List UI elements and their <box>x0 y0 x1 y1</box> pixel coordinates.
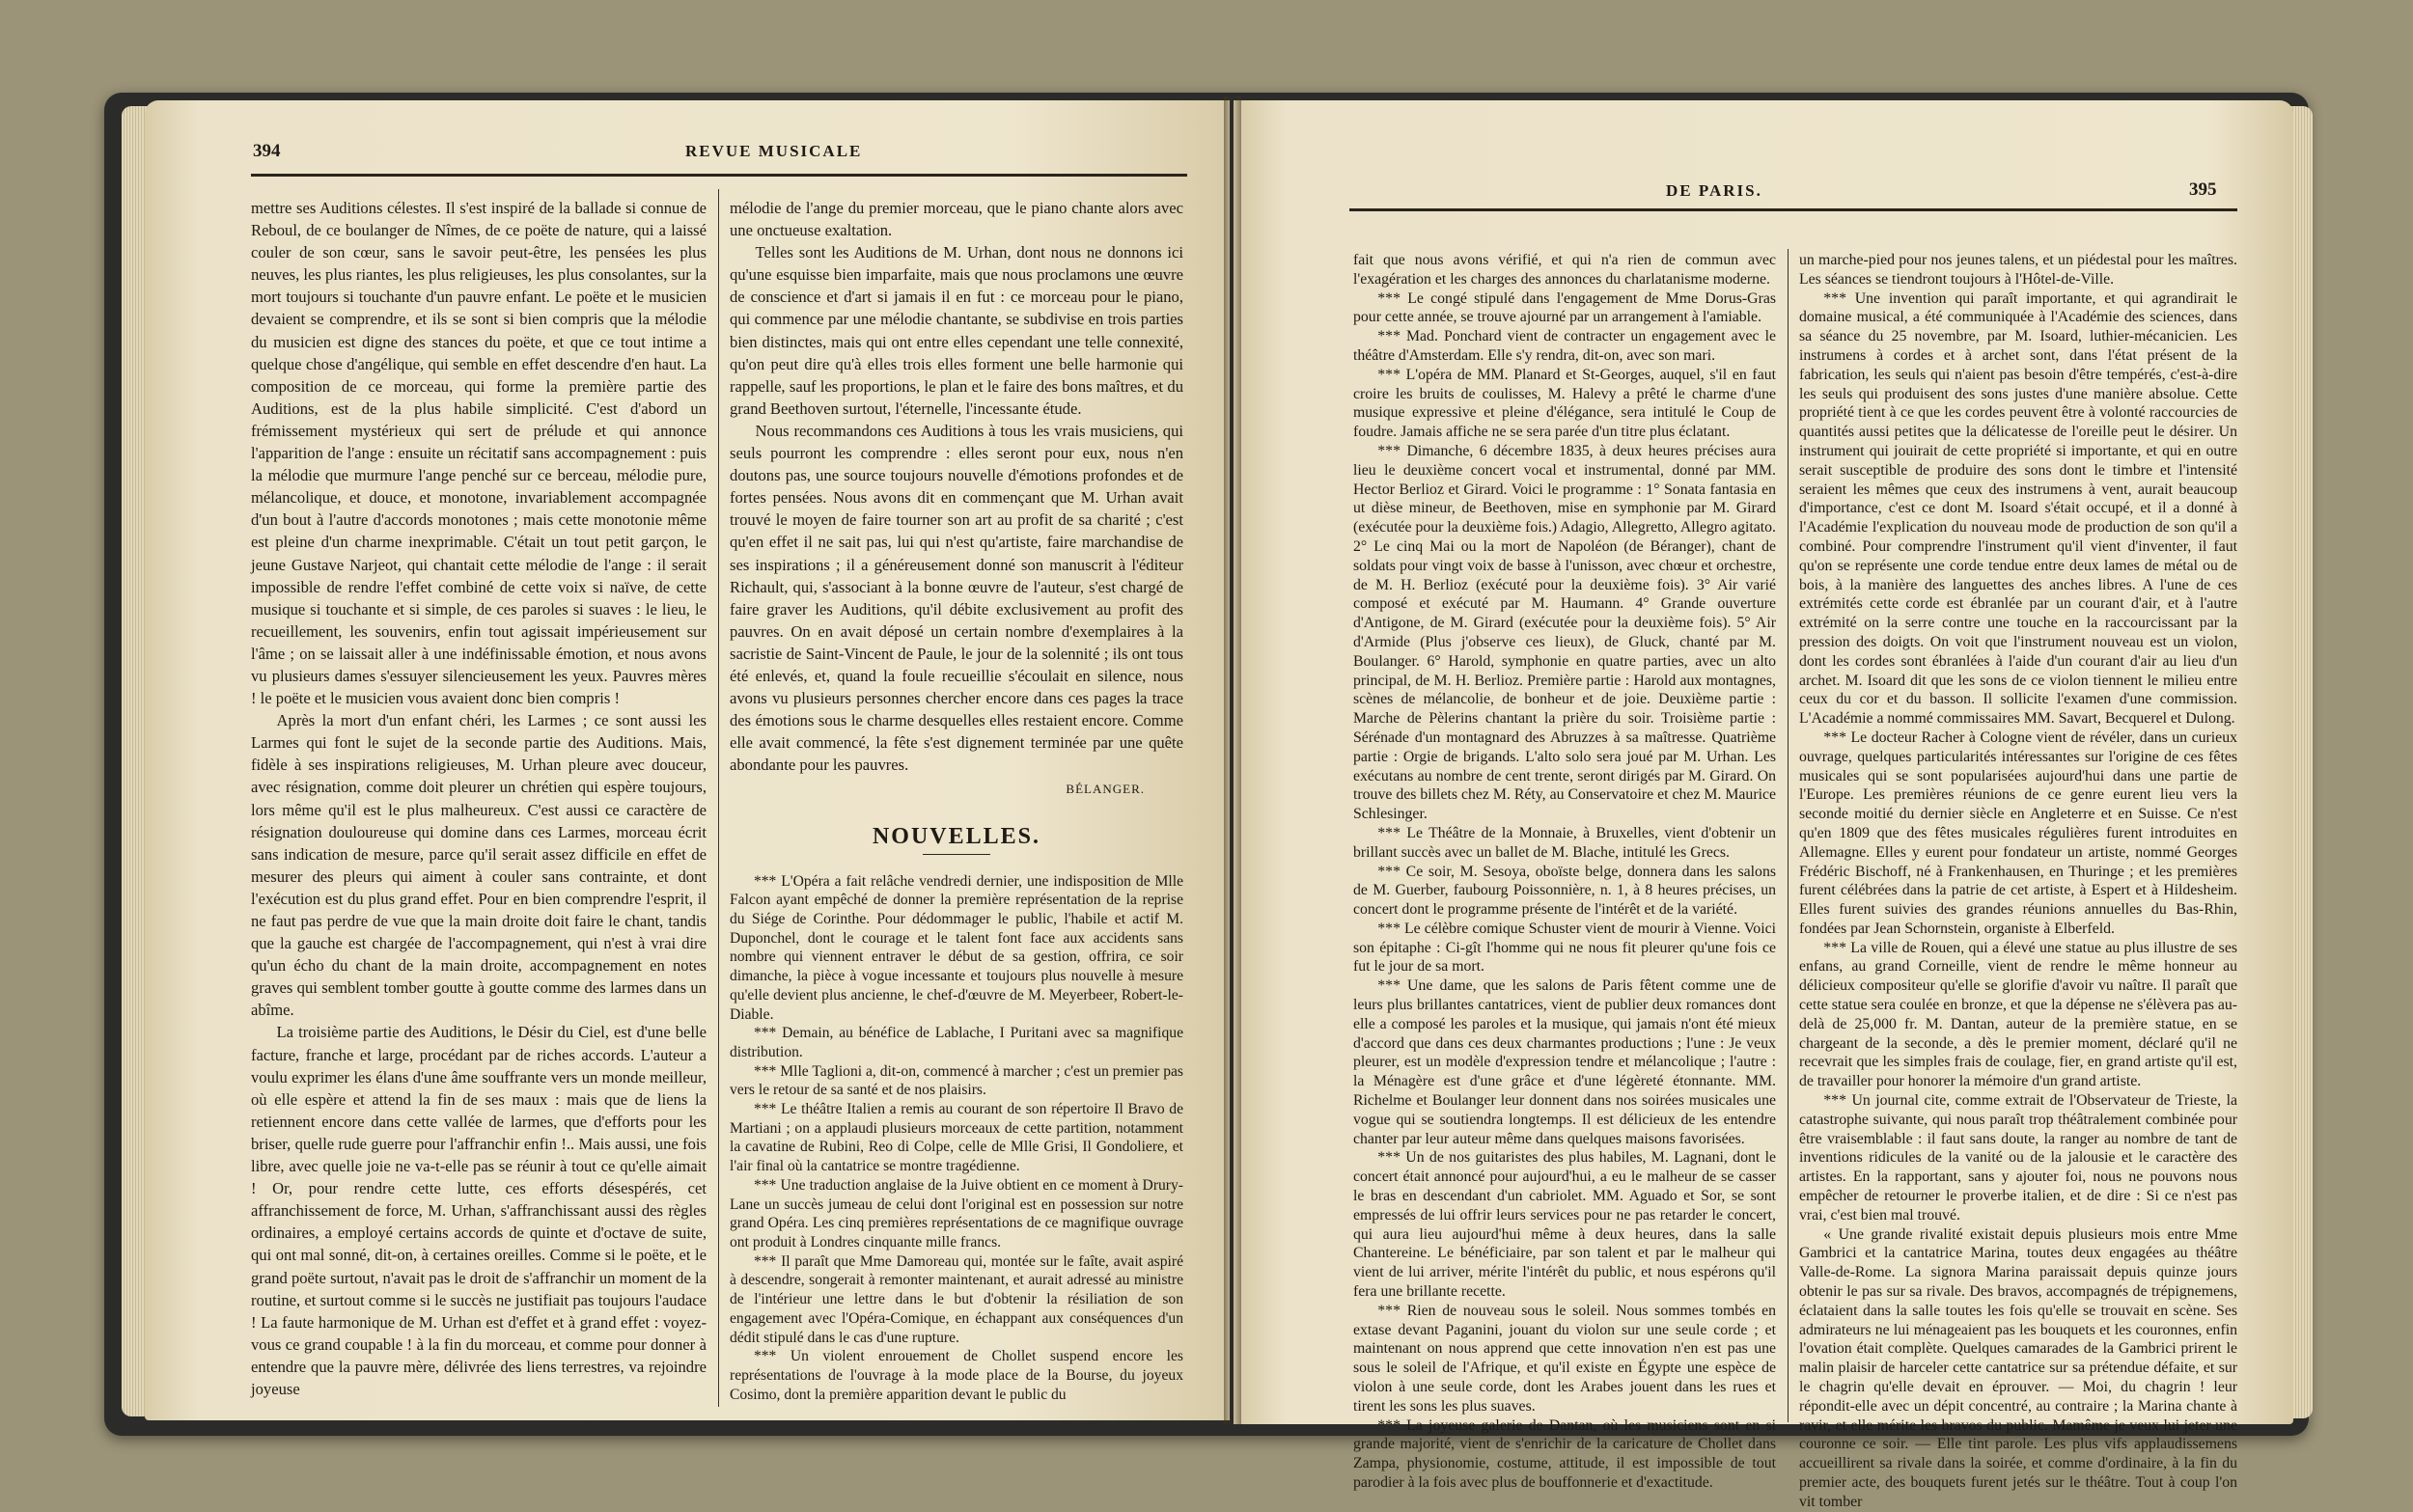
left-column-1 <box>251 197 707 1415</box>
paragraph: Telles sont les Auditions de M. Urhan, dont nous ne donnons ici qu'une esquisse bien imparfaite, mais que nous proclamons une œuvre de conscience et d'art si jamais il en fut : ce morceau pour le piano, qui commence par une mélodie chantante, se subdivise en trois parties bien distinctes, mais qui ont entre elles cependant une telle connexité, qu'on peut dire qu'à elles trois elles forment une belle harmonie qui rappelle, sauf les proportions, le plan et le faire des bons maîtres, et du grand Beethoven surtout, l'éternelle, l'incessante étude. <box>730 243 1183 418</box>
news-item: fait que nous avons vérifié, et qui n'a rien de commun avec l'exagération et les charges des annonces du charlatanisme moderne. <box>1353 252 1776 288</box>
left-header-rule <box>251 174 1187 177</box>
news-item: *** Ce soir, M. Sesoya, oboïste belge, donnera dans les salons de M. Guerber, faubourg Poissonnière, n. 1, à 8 heures précises, un concert dont le programme présente de l'intérêt et de la variété. <box>1353 863 1776 919</box>
news-item: un marche-pied pour nos jeunes talens, et un piédestal pour les maîtres. Les séances se tiendront toujours à l'Hôtel-de-Ville. <box>1799 252 2237 288</box>
section-title <box>730 823 1183 855</box>
left-column-divider <box>718 189 719 1407</box>
news-item: *** L'Opéra a fait relâche vendredi dernier, une indisposition de Mlle Falcon ayant empêché de donner la première représentation de la reprise du Siége de Corinthe. Pour dédommager le public, l'habile et actif M. Duponchel, dont le courage et le talent font face aux accidents sans nombre qui viennent entraver le début de sa gestion, offrira, ce soir dimanche, la pièce à vogue incessante et toujours plus nouvelle à mesure qu'elle devient plus ancienne, le chef-d'œuvre de M. Meyerbeer, Robert-le-Diable. <box>730 872 1183 1023</box>
book-gutter <box>1224 96 1241 1424</box>
news-item: *** Mad. Ponchard vient de contracter un engagement avec le théâtre d'Amsterdam. Elle s'y rendra, dit-on, avec son mari. <box>1353 328 1776 364</box>
right-column-1 <box>1353 251 1776 1491</box>
news-item: *** Le docteur Racher à Cologne vient de révéler, dans un curieux ouvrage, quelques particularités intéressantes sur l'origine de ces fêtes musicales qui se sont popularisées aujourd'hui dans une partie de l'Europe. Les premières réunions de ce genre eurent lieu vers la seconde moitié du dernier siècle en Angleterre et en Suisse. Ce n'est qu'en 1809 que des fêtes musicales régulières furent introduites en Allemagne. Elles y eurent pour fondateur un artiste, nommé Georges Frédéric Bischoff, né à Frankenhausen, en Thuringe ; et les premières furent célébrées dans la patrie de cet artiste, à Espert et à Hildesheim. Elles furent suivies des grandes réunions annuelles du Bas-Rhin, fondées par Jean Schornstein, organiste à Elberfeld. <box>1799 729 2237 937</box>
news-item: *** Une traduction anglaise de la Juive obtient en ce moment à Drury-Lane un succès jumeau de celui dont l'original est en possession sur notre grand Opéra. Les cinq premières représentations de ce magnifique ouvrage ont produit à Londres cinquante mille francs. <box>730 1176 1183 1251</box>
right-running-title: DE PARIS. <box>1666 181 1762 200</box>
news-item: « Une grande rivalité existait depuis plusieurs mois entre Mme Gambrici et la cantatrice Marina, toutes deux engagées au théâtre Valle-de-Rome. La signora Marina paraissait depuis quinze jours obtenir le pas sur sa rivale. Des bravos, accompagnés de trépignemens, éclataient dans la salle toutes les fois qu'elle se trouvait en scène. Ses admirateurs ne lui ménageaient pas les bouquets et les couronnes, enfin l'ovation était complète. Quelques camarades de la Gambrici prirent le malin plaisir de harceler cette cantatrice sur sa prétendue défaite, et sur le chagrin qu'elle devait en éprouver. — Moi, du chagrin ! leur répondit-elle avec un dépit concentré, au contraire ; la Marina chante à ravir, et elle mérite les bravos du public. Mamême je veux lui jeter une couronne ce soir. — Elle tint parole. Les plus vifs applaudissemens accueillirent sa rivale dans la soirée, et comme d'ordinaire, à la fin du premier acte, des bouquets furent jetés sur le théâtre. Tout à coup l'on vit tomber <box>1799 1225 2237 1510</box>
right-column-2 <box>1799 251 2237 1510</box>
paragraph: Nous recommandons ces Auditions à tous les vrais musiciens, qui seuls pourront les comprendre : elles seront pour eux, nous n'en doutons pas, une source toujours nouvelle d'émotions profondes et de fortes pensées. Nous avons dit en commençant que M. Urhan avait trouvé le moyen de faire tourner son art au profit de sa charité ; c'est qu'en effet il ne sait pas, lui qui n'est qu'artiste, faire marchandise de ses inspirations ; il a généreusement donné son manuscrit à l'éditeur Richault, qui, s'associant à la bonne œuvre de l'auteur, s'est chargé de faire graver les Auditions, qu'il débite exclusivement au profit des pauvres. On en avait déposé un certain nombre d'exemplaires à la sacristie de Saint-Vincent de Paule, le jour de la solennité ; ils ont tous été enlevés, et, quand la foule recueillie s'écoulait en silence, nous avons vu plusieurs personnes chercher encore dans ces pages la trace des émotions sous le charme desquelles elles restaient encore. Comme elle avait commencé, la fête s'est dignement terminée par une quête abondante pour les pauvres. <box>730 421 1183 775</box>
news-item: *** Le théâtre Italien a remis au courant de son répertoire Il Bravo de Martiani ; on a applaudi plusieurs morceaux de cette partition, notamment la cavatine de Rubini, Reo di Colpe, celle de Mlle Grisi, Il Gondoliere, et l'air final où la cantatrice se montre tragédienne. <box>730 1101 1183 1175</box>
right-page-number: 395 <box>2189 179 2217 200</box>
news-item: *** Demain, au bénéfice de Lablache, I Puritani avec sa magnifique distribution. <box>730 1025 1183 1060</box>
news-item: *** Un de nos guitaristes des plus habiles, M. Lagnani, dont le concert était annoncé pour aujourd'hui, a eu le malheur de se casser le bras en descendant d'un cabriolet. MM. Aguado et Sor, se sont empressés de lui offrir leurs services pour ne pas retarder le concert, qui aura lieu aujourd'hui même à deux heures, dans la salle Chantereine. Le bénéficiaire, par son talent et par le malheur qui vient de lui arriver, mérite l'intérêt du public, et nous espérons qu'il fera une brillante recette. <box>1353 1149 1776 1301</box>
news-item: *** Une invention qui paraît importante, et qui agrandirait le domaine musical, a été communiquée à l'Académie des sciences, dans sa séance du 25 novembre, par M. Isoard, luthier-mécanicien. Les instrumens à cordes et à archet sont, dans l'état présent de la fabrication, les seuls qui n'aient pas besoin d'être tempérés, c'est-à-dire les seuls qui produisent des sons justes d'une manière absolue. Cette propriété tient à ce que les cordes peuvent être à volonté raccourcies de quantités aussi petites que la délicatesse de l'oreille peut le désirer. Un instrument qui jouirait de cette propriété si importante, et qui en outre serait susceptible de produire des sons dont le timbre et l'intensité seraient les mêmes que ceux des instrumens à vent, aurait beaucoup d'importance, c'est ce dont M. Isoard s'était occupé, et il a donné à l'Académie l'explication du nouveau mode de production de son qu'il a combiné. Pour comprendre l'instrument qu'il vient d'inventer, il faut qu'on se représente une corde tendue entre deux lames de métal ou de bois, à la manière des languettes des anches libres. A l'une de ces extrémités cette corde est ébranlée par un courant d'air, et à l'autre extrémité on la serre contre une touche en la raccourcissant par la pression des doigts. On voit que l'instrument nouveau est un violon, dont les cordes sont ébranlées à l'aide d'un courant d'air au lieu d'un archet. M. Isoard dit que les sons de ce violon tiennent le milieu entre ceux du cor et du basson. Il sollicite l'examen d'une commission. L'Académie a nommé commissaires MM. Savart, Becquerel et Dulong. <box>1799 289 2237 728</box>
news-item: *** Il paraît que Mme Damoreau qui, montée sur le faîte, avait aspiré à descendre, songerait à remonter maintenant, et aurait adressé au ministre de l'intérieur une lettre dans le but d'obtenir la résiliation de son engagement avec l'Opéra-Comique, en échappant aux conséquences d'un dédit stipulé dans le cas d'une rupture. <box>730 1252 1183 1346</box>
right-page <box>1234 100 2293 1510</box>
left-page-number: 394 <box>253 141 281 161</box>
news-item: *** Mlle Taglioni a, dit-on, commencé à marcher ; c'est un premier pas vers le retour de sa santé et de nos plaisirs. <box>730 1062 1183 1099</box>
news-item: *** Une dame, que les salons de Paris fêtent comme une de leurs plus brillantes cantatrices, vient de publier deux romances dont elle a composé les paroles et la musique, qui jamais n'ont été mieux d'accord que dans ces deux charmantes productions ; l'une : Je veux pleurer, est un modèle d'expression tendre et mélancolique ; l'autre : la Ménagère est d'une grâce et d'une légèreté étonnante. MM. Richelme et Boulanger leur donnent dans nos soirées musicales une vogue qui se soutiendra longtemps. Il est délicieux de les entendre chanter par leur auteur même dans quelques maisons favorisées. <box>1353 977 1776 1147</box>
right-header-rule <box>1349 208 2237 211</box>
paragraph: Après la mort d'un enfant chéri, les Larmes ; ce sont aussi les Larmes qui font le sujet de la seconde partie des Auditions. Mais, fidèle à ses inspirations religieuses, M. Urhan pleure avec douceur, avec résignation, comme doit pleurer un chrétien qui espère toujours, lors même qu'il est le plus malheureux. C'est aussi ce caractère de résignation douloureuse qui domine dans ces Larmes, morceau écrit sans indication de mesure, parce qu'il serait assez difficile en effet de mesurer des pleurs qui aiment à couler sans contrainte, et dont l'exécution est du plus grand effet. Pour en bien comprendre l'esprit, il ne faut pas perdre de vue que la main droite doit faire le chant, tandis que la gauche est chargée de l'accompagnement, qui n'est à vrai dire qu'un écho du chant de la main droite, accompagnement en notes graves qui semblent tomber goutte à goutte comme des larmes dans un abîme. <box>251 711 707 1020</box>
section-underline <box>923 854 990 855</box>
news-item: *** Dimanche, 6 décembre 1835, à deux heures précises aura lieu le deuxième concert vocal et instrumental, donné par MM. Hector Berlioz et Girard. Voici le programme : 1° Sonata fantasia en ut dièse mineur, de Beethoven, mise en symphonie par M. Girard (exécutée pour la deuxième fois.) Adagio, Allegretto, Allegro agitato. 2° Le cinq Mai ou la mort de Napoléon (de Béranger), chant de soldats pour vingt voix de basse à l'unisson, avec chœur et orchestre, de M. H. Berlioz (exécuté pour la deuxième fois). 3° Air varié composé et exécuté par M. Haumann. 4° Grande ouverture d'Antigone, de M. Girard (exécutée pour la deuxième fois). 5° Air d'Armide (Plus j'observe ces lieux), de Gluck, chanté par M. Boulanger. 6° Harold, symphonie en quatre parties, avec un alto principal, de M. H. Berlioz. Première partie : Harold aux montagnes, scènes de mélancolie, de bonheur et de joie. Deuxième partie : Marche de Pèlerins chantant la prière du soir. Troisième partie : Sérénade d'un montagnard des Abruzzes à sa maîtresse. Quatrième partie : Orgie de brigands. L'alto solo sera joué par M. Urhan. Les exécutans au nombre de cent trente, seront dirigés par M. Girard. On trouve des billets chez M. Réty, au Conservatoire et chez M. Maurice Schlesinger. <box>1353 442 1776 823</box>
paragraph: mélodie de l'ange du premier morceau, que le piano chante alors avec une onctueuse exaltation. <box>730 199 1183 240</box>
news-item: *** Rien de nouveau sous le soleil. Nous sommes tombés en extase devant Paganini, jouant du violon sur une seule corde ; et maintenant on nous apprend que cette innovation n'en est pas une sous le soleil de l'Afrique, et qu'il existe en Égypte une espèce de violon à une seule corde, dont les Arabes jouent dans les rues et tirent les sons les plus suaves. <box>1353 1302 1776 1415</box>
news-item: *** La ville de Rouen, qui a élevé une statue au plus illustre de ses enfans, au grand Corneille, vient de rendre le même honneur au délicieux compositeur qu'elle se glorifie d'avoir vu naître. Il paraît que cette statue sera coulée en bronze, et que la dépense ne s'élèvera pas au-delà de 25,000 fr. M. Dantan, auteur de la première statue, en se chargeant de la seconde, a dès le premier moment, déclaré qu'il ne recevrait que les simples frais de coulage, fier, en grand artiste qu'il est, de travailler pour honorer la mémoire d'un grand artiste. <box>1799 939 2237 1090</box>
news-item: *** L'opéra de MM. Planard et St-Georges, auquel, s'il en faut croire les bruits de coulisses, M. Halevy a prêté le charme d'une musique expressive et pleine d'élégance, sera intitulé le Coup de foudre. Jamais affiche ne se sera parée d'un titre plus éclatant. <box>1353 366 1776 441</box>
paragraph: mettre ses Auditions célestes. Il s'est inspiré de la ballade si connue de Reboul, de ce boulanger de Nîmes, de ce poëte de nature, qui a laissé couler de son cœur, sans le savoir peut-être, les pensées les plus neuves, les plus riantes, les plus religieuses, les plus consolantes, sur la mort toujours si touchante d'un pauvre enfant. Le poëte et le musicien devaient se comprendre, et ils se sont si bien compris que la mélodie du musicien est digne des stances du poëte, et que ce tout intime a quelque chose d'angélique, qui semble en effet descendre d'en haut. La composition de ce morceau, qui forme la première partie des Auditions, est de la plus habile simplicité. C'est d'abord un frémissement mystérieux qui sert de prélude et qui annonce l'apparition de l'ange : ensuite un récitatif sans accompagnement : puis la mélodie que murmure l'ange penché sur ce berceau, mélodie pure, mélancolique, et douce, et monotone, invariablement accompagnée d'un bout à l'autre d'accords monotones ; mais cette monotonie même est pleine d'un charme inexprimable. C'était un tout petit garçon, le jeune Gustave Narjeot, qui chantait cette mélodie de l'ange : il serait impossible de rendre l'effet combiné de cette voix si naïve, de cette musique si touchante et si simple, de ces paroles si suaves : le lieu, le recueillement, les souvenirs, enfin tout agissait impérieusement sur l'âme ; on se laissait aller à une indéfinissable émotion, et nous avons vu plusieurs dames s'essuyer silencieusement les yeux. Pauvres mères ! le poëte et le musicien vous avaient donc bien compris ! <box>251 199 707 708</box>
news-item: *** La joyeuse galerie de Dantan, où les musiciens sont en si grande majorité, vient de s'enrichir de la caricature de Chollet dans Zampa, physionomie, costume, attitude, il est impossible de tout parodier à la fois avec plus de bouffonnerie et d'exactitude. <box>1353 1416 1776 1491</box>
news-item: *** Un journal cite, comme extrait de l'Observateur de Trieste, la catastrophe suivante, qui nous paraît trop théâtralement combinée pour être vraisemblable : il faut sans doute, la ranger au nombre de tant de inventions ridicules de la vanité ou de la jalousie et le caractère des artistes. En la rapportant, sans y ajouter foi, nous ne pouvons nous empêcher de retourner le proverbe italien, et de dire : Si ce n'est pas vrai, c'est bien mal trouvé. <box>1799 1092 2237 1223</box>
news-item: *** Le congé stipulé dans l'engagement de Mme Dorus-Gras pour cette année, se trouve ajourné par un arrangement à l'amiable. <box>1353 289 1776 326</box>
news-item: *** Un violent enrouement de Chollet suspend encore les représentations de l'ouvrage à la mode place de la Bourse, du joyeux Cosimo, dont la première apparition devant le public du <box>730 1348 1183 1403</box>
news-item: *** Le Théâtre de la Monnaie, à Bruxelles, vient d'obtenir un brillant succès avec un ballet de M. Blache, intitulé les Grecs. <box>1353 824 1776 861</box>
news-item: *** Le célèbre comique Schuster vient de mourir à Vienne. Voici son épitaphe : Ci-gît l'homme qui ne nous fit pleurer qu'une fois ce fut le jour de sa mort. <box>1353 920 1776 976</box>
signature: BÉLANGER. <box>1066 782 1145 797</box>
section-title-text: NOUVELLES. <box>872 823 1041 849</box>
left-running-title: REVUE MUSICALE <box>685 142 863 160</box>
right-column-divider <box>1788 249 1789 1422</box>
paragraph: La troisième partie des Auditions, le Désir du Ciel, est d'une belle facture, franche et large, procédant par de riches accords. L'auteur a voulu exprimer les élans d'une âme souffrante vers un monde meilleur, où elle espère et attend la fin de ses maux : mais que de liens la retiennent encore dans cette vallée de larmes, que d'efforts pour les briser, quelle rude guerre pour l'affranchir enfin !.. Mais aussi, une fois libre, avec quelle joie ne va-t-elle pas se réunir à tout ce qu'elle aimait ! Or, pour rendre cette lutte, ces efforts désespérés, cet affranchissement de force, M. Urhan, s'affranchissant aussi des règles ordinaires, a employé certains accords de quinte et d'octave de suite, qui ont mal sonné, dit-on, à certaines oreilles. Comme si le poëte, et le grand poëte surtout, n'avait pas le droit de s'affranchir un moment de la routine, et surtout comme si le succès ne justifiait pas toujours l'audace ! La faute harmonique de M. Urhan est d'effet et à grand effet : voyez-vous ce grand coupable ! à la fin du morceau, et comme pour donner à entendre que la pauvre mère, délivrée des liens terrestres, va rejoindre joyeuse <box>251 1023 707 1398</box>
left-column-2 <box>730 197 1183 1415</box>
left-page <box>145 100 1230 1420</box>
